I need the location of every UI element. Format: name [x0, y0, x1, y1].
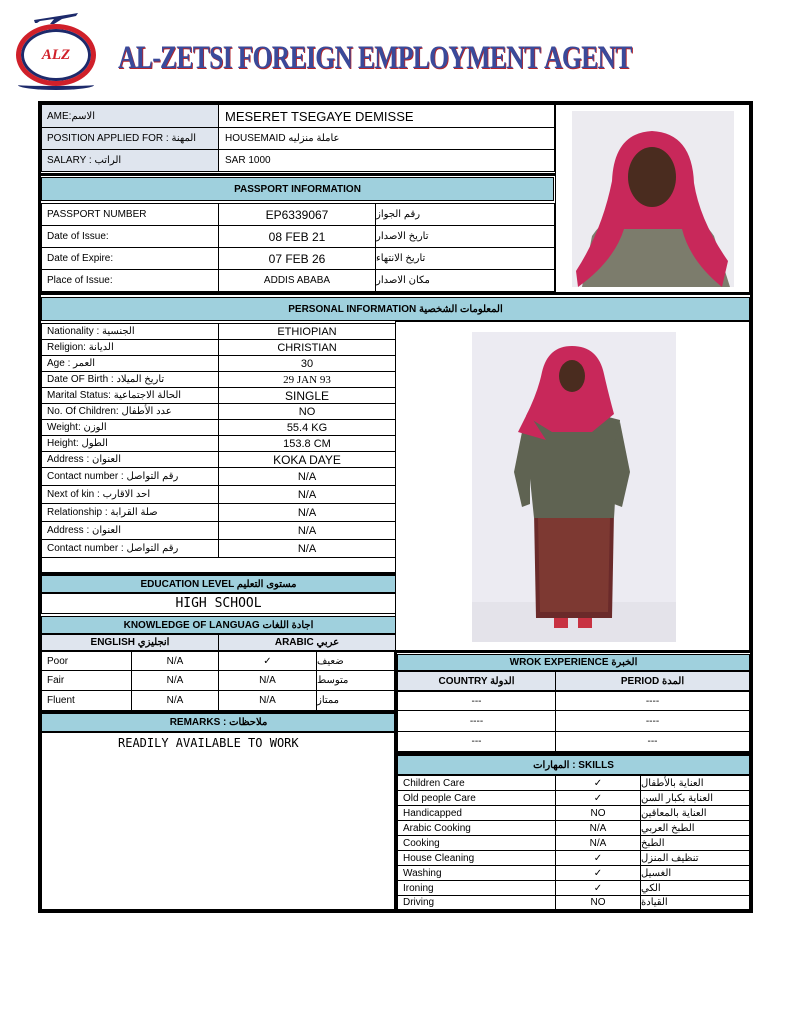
personal-label: Nationality : الجنسية [41, 323, 219, 340]
issue-place-label: Place of Issue: [41, 269, 219, 292]
personal-label: Religion: الديانة [41, 339, 219, 356]
passport-section-header: PASSPORT INFORMATION [41, 177, 554, 201]
english-value: N/A [131, 651, 219, 671]
skill-name-ar: الغسيل [640, 865, 750, 881]
salary-value: SAR 1000 [218, 149, 555, 172]
personal-value: N/A [218, 467, 396, 486]
passport-number-ar: رقم الجواز [375, 203, 555, 226]
issue-date-value: 08 FEB 21 [218, 225, 376, 248]
personal-label: Next of kin : احد الاقارب [41, 485, 219, 504]
personal-value: N/A [218, 485, 396, 504]
personal-value: NO [218, 403, 396, 420]
skill-value: N/A [555, 820, 641, 836]
skill-name: Washing [397, 865, 556, 881]
personal-label: Age : العمر [41, 355, 219, 372]
skill-value: ✓ [555, 865, 641, 881]
experience-country: --- [397, 731, 556, 752]
issue-date-ar: تاريخ الاصدار [375, 225, 555, 248]
agency-title: AL-ZETSI FOREIGN EMPLOYMENT AGENT [118, 40, 632, 76]
expire-date-value: 07 FEB 26 [218, 247, 376, 270]
language-level-ar: ممتاز [316, 690, 396, 711]
personal-label: Contact number : رقم التواصل [41, 467, 219, 486]
portrait-photo-frame [555, 104, 750, 294]
skill-value: NO [555, 895, 641, 910]
skill-value: ✓ [555, 790, 641, 806]
english-value: N/A [131, 690, 219, 711]
name-value: MESERET TSEGAYE DEMISSE [218, 104, 555, 128]
skill-value: ✓ [555, 850, 641, 866]
personal-value: N/A [218, 521, 396, 540]
fullbody-photo-frame [395, 321, 750, 651]
skill-name-ar: العناية بكبار السن [640, 790, 750, 806]
skill-name: Cooking [397, 835, 556, 851]
remarks-box [41, 732, 396, 910]
skill-name-ar: الطبخ [640, 835, 750, 851]
logo-text: ALZ [41, 46, 71, 63]
skill-value: ✓ [555, 775, 641, 791]
passport-number-value: EP6339067 [218, 203, 376, 226]
personal-value: 30 [218, 355, 396, 372]
experience-country: --- [397, 691, 556, 711]
personal-label: No. Of Children: عدد الأطفال [41, 403, 219, 420]
english-column-header: ENGLISH انجليزي [41, 634, 219, 651]
personal-value: 153.8 CM [218, 435, 396, 452]
expire-date-label: Date of Expire: [41, 247, 219, 270]
experience-section-header: WROK EXPERIENCE الخبرة [397, 654, 750, 671]
experience-country: ---- [397, 710, 556, 732]
skill-value: N/A [555, 835, 641, 851]
agency-logo [16, 24, 96, 86]
personal-value: N/A [218, 539, 396, 558]
education-value: HIGH SCHOOL [41, 593, 396, 614]
divider [41, 173, 555, 176]
skill-name-ar: العناية بالمعاقين [640, 805, 750, 821]
personal-label: Contact number : رقم التواصل [41, 539, 219, 558]
personal-value: ETHIOPIAN [218, 323, 396, 340]
skill-name-ar: العناية بالأطفال [640, 775, 750, 791]
skill-name: Arabic Cooking [397, 820, 556, 836]
personal-value: SINGLE [218, 387, 396, 404]
skill-name-ar: الكي [640, 880, 750, 896]
name-label: AME:الاسم [41, 104, 219, 128]
personal-value: 29 JAN 93 [218, 371, 396, 388]
english-value: N/A [131, 670, 219, 691]
skills-section-header: المهارات : SKILLS [397, 755, 750, 775]
divider [395, 650, 750, 653]
passport-number-label: PASSPORT NUMBER [41, 203, 219, 226]
personal-label: Address : العنوان [41, 451, 219, 468]
fullbody-photo [472, 332, 676, 642]
issue-place-ar: مكان الاصدار [375, 269, 555, 292]
skill-name-ar: القيادة [640, 895, 750, 910]
experience-period: --- [555, 731, 750, 752]
period-column-header: PERIOD المدة [555, 671, 750, 691]
position-label: POSITION APPLIED FOR : المهنة [41, 127, 219, 150]
issue-date-label: Date of Issue: [41, 225, 219, 248]
education-section-header: EDUCATION LEVEL مستوى التعليم [41, 575, 396, 593]
expire-date-ar: تاريخ الانتهاء [375, 247, 555, 270]
arabic-value: N/A [218, 670, 317, 691]
position-value: HOUSEMAID عاملة منزليه [218, 127, 555, 150]
language-level: Fair [41, 670, 132, 691]
personal-label: Marital Status: الحالة الاجتماعية [41, 387, 219, 404]
skill-name: Ironing [397, 880, 556, 896]
divider [41, 292, 750, 295]
arabic-value: ✓ [218, 651, 317, 671]
language-section-header: KNOWLEDGE OF LANGUAG اجادة اللغات [41, 616, 396, 634]
remarks-section-header: REMARKS : ملاحظات [41, 713, 396, 732]
issue-place-value: ADDIS ABABA [218, 269, 376, 292]
personal-value: CHRISTIAN [218, 339, 396, 356]
skill-name-ar: الطبخ العربي [640, 820, 750, 836]
personal-value: 55.4 KG [218, 419, 396, 436]
arabic-value: N/A [218, 690, 317, 711]
logo-swoosh [18, 80, 94, 90]
personal-value: KOKA DAYE [218, 451, 396, 468]
skill-name: Old people Care [397, 790, 556, 806]
salary-label: SALARY : الراتب [41, 149, 219, 172]
skill-value: NO [555, 805, 641, 821]
personal-label: Date OF Birth : تاريخ الميلاد [41, 371, 219, 388]
personal-label: Relationship : صلة القرابة [41, 503, 219, 522]
skill-name-ar: تنظيف المنزل [640, 850, 750, 866]
skill-name: House Cleaning [397, 850, 556, 866]
empty-row [41, 557, 396, 573]
personal-label: Height: الطول [41, 435, 219, 452]
portrait-photo [572, 111, 734, 287]
divider [394, 650, 397, 910]
country-column-header: COUNTRY الدولة [397, 671, 556, 691]
remarks-value: READILY AVAILABLE TO WORK [118, 736, 299, 750]
personal-label: Weight: الوزن [41, 419, 219, 436]
skill-name: Handicapped [397, 805, 556, 821]
skill-value: ✓ [555, 880, 641, 896]
skill-name: Driving [397, 895, 556, 910]
language-level-ar: ضعيف [316, 651, 396, 671]
language-level: Poor [41, 651, 132, 671]
experience-period: ---- [555, 710, 750, 732]
skill-name: Children Care [397, 775, 556, 791]
language-level-ar: متوسط [316, 670, 396, 691]
experience-period: ---- [555, 691, 750, 711]
personal-section-header: PERSONAL INFORMATION المعلومات الشخصية [41, 297, 750, 321]
language-level: Fluent [41, 690, 132, 711]
arabic-column-header: ARABIC عربي [218, 634, 396, 651]
personal-value: N/A [218, 503, 396, 522]
personal-label: Address : العنوان [41, 521, 219, 540]
